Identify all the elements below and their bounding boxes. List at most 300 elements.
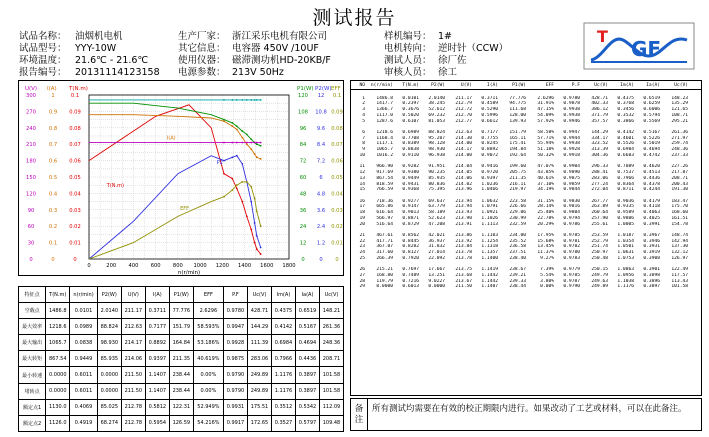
- table-cell: 211.35: [509, 175, 526, 181]
- info-row: [19, 31, 160, 43]
- table-cell: 213.75: [455, 267, 472, 273]
- table-cell: 0.9783: [563, 255, 580, 261]
- table-cell: 212.79: [455, 101, 472, 107]
- right-axis-tick: 84: [299, 142, 307, 149]
- x-axis-tick: 1200: [215, 263, 229, 269]
- table-cell: 148.21: [319, 303, 343, 319]
- table-cell: 0.0101: [402, 95, 419, 101]
- table-cell: 4: [362, 112, 365, 118]
- table-cell: 31.91%: [537, 101, 554, 107]
- table-cell: 0.6519: [295, 303, 319, 319]
- table-cell: 304.36: [591, 152, 608, 158]
- series-point: [256, 99, 258, 101]
- table-cell: 0.9449: [402, 175, 419, 181]
- right-axis-tick: 0.01: [331, 240, 343, 247]
- table-row: [19, 319, 344, 335]
- right-axis-tick: 12: [317, 93, 325, 99]
- table-cell: 1.1442: [481, 273, 498, 278]
- info-key: 生产厂家：: [178, 31, 226, 42]
- table-cell: 20.29%: [537, 221, 554, 227]
- right-axis-tick: 0: [335, 257, 339, 263]
- info-key: 报告编号：: [19, 67, 67, 78]
- left-axis-tick: 0.07: [69, 142, 81, 149]
- table-cell: 272.04: [591, 187, 608, 193]
- table-cell: 428.71: [247, 303, 271, 319]
- table-cell: 0.3897: [643, 284, 660, 290]
- series-point: [231, 156, 233, 158]
- table-cell: 313.39: [591, 147, 608, 153]
- left-axis-name: U(V): [25, 86, 38, 92]
- left-axis-tick: 0.02: [69, 224, 81, 231]
- performance-chart: [18, 80, 344, 276]
- table-cell: 0.6011: [70, 383, 98, 399]
- table-cell: 212.72: [455, 107, 472, 113]
- table-cell: 234.00: [509, 232, 526, 238]
- table-cell: 251.74: [591, 244, 608, 250]
- table-cell: 214.17: [121, 335, 145, 351]
- table-cell: 213.94: [455, 204, 472, 210]
- series-point: [231, 178, 233, 180]
- right-axis-tick: 0.1: [332, 93, 342, 99]
- series-point: [223, 120, 225, 122]
- table-cell: 11: [359, 164, 365, 170]
- table-cell: 144.29: [247, 319, 271, 335]
- table-cell: 296.33: [591, 164, 608, 170]
- table-cell: 27: [359, 273, 365, 278]
- table-cell: 126.97: [671, 255, 688, 261]
- series-point: [254, 142, 256, 144]
- table-row: [19, 367, 344, 383]
- table-cell: 122.49: [671, 267, 688, 273]
- table-cell: 1.0631: [617, 250, 634, 256]
- table-cell: 0.9780: [223, 303, 247, 319]
- table-cell: 1.0791: [481, 204, 498, 210]
- right-axis-tick: 60: [299, 175, 307, 181]
- right-axis-tick: 0.05: [331, 175, 343, 181]
- table-cell: 0.3897: [295, 383, 319, 399]
- table-cell: 227.26: [671, 164, 688, 170]
- right-axis-tick: 24: [299, 224, 307, 231]
- table-cell: 0.9380: [402, 170, 419, 176]
- table-cell: 260.64: [591, 210, 608, 216]
- table-cell: 1486.8: [376, 95, 393, 101]
- table-cell: 1.0236: [481, 181, 498, 187]
- table-cell: 0.8711: [617, 187, 634, 193]
- table-cell: 1.1183: [481, 232, 498, 238]
- table-cell: 0.3768: [617, 101, 634, 107]
- table-cell: 28: [359, 278, 365, 284]
- table-cell: 43.85%: [537, 170, 554, 176]
- series-line-eff: [89, 182, 261, 259]
- table-cell: 1.1357: [481, 250, 498, 256]
- right-axis-tick: 0.07: [331, 142, 343, 149]
- info-row: [178, 67, 331, 79]
- table-cell: 367.07: [376, 244, 393, 250]
- table-cell: 259.74: [671, 141, 688, 147]
- table-cell: 15.68%: [537, 238, 554, 244]
- left-axis-tick: 0.09: [69, 109, 81, 116]
- info-row: [19, 43, 160, 55]
- table-cell: 135.29: [671, 101, 688, 107]
- table-cell: 1.1407: [481, 284, 498, 290]
- table-cell: 219.97: [509, 187, 526, 193]
- table-cell: 95.207: [428, 135, 445, 141]
- info-key: 电机转向：: [384, 43, 432, 54]
- table-cell: 0.0000: [97, 383, 121, 399]
- table-cell: 1218.6: [46, 319, 70, 335]
- table-cell: 0.7708: [402, 135, 419, 141]
- table-cell: 0.3527: [271, 415, 295, 431]
- table-cell: 0.9816: [563, 204, 580, 210]
- table-cell: 2.6296: [537, 95, 554, 101]
- series-point: [231, 189, 233, 191]
- table-cell: 25.40%: [537, 210, 554, 216]
- left-axis-tick: 0.04: [69, 191, 81, 198]
- table-cell: 38.245: [428, 101, 445, 107]
- series-point: [223, 119, 225, 121]
- series-point: [231, 122, 233, 124]
- table-cell: 0.9878: [563, 101, 580, 107]
- table-cell: 0.5342: [295, 399, 319, 415]
- left-axis-tick: 0: [51, 257, 55, 263]
- table-cell: 249.79: [591, 273, 608, 278]
- table-cell: 148.74: [671, 232, 688, 238]
- table-cell: 0.4025: [643, 215, 660, 221]
- table-cell: 20: [359, 221, 365, 227]
- table-cell: 最大转矩: [19, 351, 46, 367]
- table-cell: 0.5954: [145, 415, 169, 431]
- table-cell: 211.50: [121, 367, 145, 383]
- table-cell: 119.79: [376, 278, 393, 284]
- table-cell: 216.11: [509, 181, 526, 187]
- left-axis-tick: 0.9: [48, 109, 58, 116]
- table-cell: 0.9917: [223, 415, 247, 431]
- table-cell: 277.24: [591, 181, 608, 187]
- series-point: [236, 125, 238, 127]
- table-cell: 13.45%: [537, 244, 554, 250]
- table-cell: 323.52: [591, 141, 608, 147]
- test-data-table: [350, 80, 702, 396]
- table-cell: 0.3456: [617, 107, 634, 113]
- table-cell: 77.776: [169, 303, 193, 319]
- table-cell: 211.17: [121, 303, 145, 319]
- table-cell: 0.9904: [563, 164, 580, 170]
- table-cell: 357.57: [591, 118, 608, 124]
- table-cell: 88.824: [97, 319, 121, 335]
- table-row: [351, 153, 701, 159]
- table-cell: 261.36: [671, 130, 688, 136]
- left-axis-tick: 180: [26, 158, 36, 165]
- right-axis-tick: 72: [299, 158, 307, 165]
- right-axis-tick: 0.06: [331, 158, 343, 165]
- right-axis-tick: 48: [299, 191, 307, 198]
- table-cell: 96.938: [428, 152, 445, 158]
- left-axis-tick: 30: [27, 240, 35, 247]
- table-cell: 205.75: [509, 170, 526, 176]
- series-point: [254, 99, 256, 101]
- note-text: 所有测试均需要在有效的校正期限内进行。如果改动了工艺或材料，可以在此备注。: [372, 404, 687, 414]
- right-axis-tick: 0.02: [331, 224, 343, 231]
- table-cell: Im(A): [620, 83, 634, 88]
- right-axis-tick: 108: [298, 109, 308, 116]
- table-cell: 261.36: [319, 319, 343, 335]
- table-cell: 0.3898: [643, 273, 660, 278]
- table-cell: 1117.0: [376, 112, 393, 118]
- table-cell: 238.40: [509, 255, 526, 261]
- table-cell: 29: [359, 284, 365, 290]
- table-cell: 1126.0: [46, 415, 70, 431]
- table-cell: 16: [359, 198, 365, 204]
- left-axis-tick: 150: [26, 175, 36, 181]
- table-cell: 1.0005: [617, 221, 634, 227]
- table-cell: 0.3919: [643, 250, 660, 256]
- table-cell: 211.17: [455, 95, 472, 101]
- right-axis-tick: 6: [319, 175, 323, 181]
- table-cell: 0.9928: [223, 335, 247, 351]
- table-cell: 0.9785: [563, 273, 580, 278]
- table-row: [351, 187, 701, 193]
- table-cell: 371.79: [591, 112, 608, 118]
- table-cell: 0.4179: [643, 198, 660, 204]
- table-cell: 0.4244: [643, 187, 660, 193]
- table-cell: 200.43: [671, 181, 688, 187]
- info-right: [384, 31, 508, 79]
- right-axis-tick: 0.09: [331, 109, 343, 116]
- table-cell: 238.44: [169, 383, 193, 399]
- table-cell: 57.92%: [537, 118, 554, 124]
- table-cell: 616.64: [376, 210, 393, 216]
- left-axis-tick: 0.5: [48, 175, 58, 181]
- table-cell: 263.89: [591, 204, 608, 210]
- table-cell: 0.9397: [145, 351, 169, 367]
- table-cell: 235.52: [509, 238, 526, 244]
- left-axis-tick: 0.1: [70, 93, 80, 99]
- series-point: [236, 99, 238, 101]
- table-cell: 122.31: [169, 399, 193, 415]
- table-cell: 31.832: [428, 244, 445, 250]
- table-cell: 249.89: [591, 284, 608, 290]
- table-cell: 最大效率: [19, 319, 46, 335]
- table-cell: 52.949%: [193, 399, 223, 415]
- table-cell: 24: [359, 250, 365, 256]
- left-axis-tick: 90: [27, 207, 35, 214]
- series-point: [231, 142, 233, 144]
- table-cell: 214.30: [455, 135, 472, 141]
- right-axis-tick: 0.08: [331, 125, 343, 132]
- table-cell: 0.6107: [402, 118, 419, 124]
- table-cell: I(A): [486, 83, 498, 88]
- table-cell: 317.60: [376, 250, 393, 256]
- series-point: [260, 253, 262, 255]
- table-cell: 0.9794: [563, 215, 580, 221]
- table-cell: 0.6011: [70, 367, 98, 383]
- table-cell: 208.71: [671, 175, 688, 181]
- curve-label: EFF: [180, 205, 190, 212]
- table-cell: 0.6612: [481, 118, 498, 124]
- table-row: [19, 335, 344, 351]
- table-cell: 0.9368: [402, 187, 419, 193]
- left-axis-tick: 0.8: [48, 125, 58, 132]
- table-cell: 214.00: [455, 141, 472, 147]
- table-cell: 0.7089: [617, 164, 634, 170]
- info-value: 20131114123158: [75, 67, 160, 78]
- series-point: [256, 142, 258, 144]
- table-cell: 467.61: [376, 232, 393, 238]
- table-cell: 69.232: [428, 112, 445, 118]
- x-axis-tick: 1400: [237, 263, 252, 269]
- table-cell: 47.208: [428, 221, 445, 227]
- table-cell: 0.4118: [643, 204, 660, 210]
- table-cell: 121.65: [671, 107, 688, 113]
- table-cell: 0.0000: [46, 367, 70, 383]
- table-cell: 58.58%: [537, 130, 554, 136]
- table-cell: 0.5167: [295, 319, 319, 335]
- table-cell: 212.78: [121, 399, 145, 415]
- series-point: [250, 229, 252, 231]
- series-point: [254, 153, 256, 155]
- table-cell: 0.9859: [563, 181, 580, 187]
- table-cell: 0.9782: [563, 244, 580, 250]
- x-axis-tick: 600: [150, 263, 161, 269]
- info-value: 徐工: [438, 67, 458, 78]
- table-cell: 0.9944: [563, 135, 580, 141]
- table-cell: 36.937: [428, 238, 445, 244]
- table-cell: 0.5569: [643, 118, 660, 124]
- table-cell: 27.014: [428, 250, 445, 256]
- table-cell: 214.00: [455, 152, 472, 158]
- table-cell: 214.06: [121, 351, 145, 367]
- table-cell: 0.8838: [402, 147, 419, 153]
- series-point: [250, 142, 252, 144]
- table-cell: 0.5996: [481, 112, 498, 118]
- info-value: YYY-10W: [75, 43, 117, 54]
- series-point: [246, 181, 248, 183]
- series-point: [260, 142, 262, 144]
- right-axis-tick: 7.2: [316, 158, 326, 165]
- table-cell: 214.17: [455, 147, 472, 153]
- series-point: [246, 133, 248, 135]
- table-cell: 1.0187: [617, 232, 634, 238]
- table-cell: 101.58: [671, 284, 688, 290]
- left-axis-tick: 60: [27, 224, 35, 231]
- table-cell: 0.7966: [617, 175, 634, 181]
- table-cell: 818.59: [376, 181, 393, 187]
- x-axis-tick: 0: [87, 263, 91, 269]
- table-cell: 0.9397: [481, 175, 498, 181]
- table-cell: 213.93: [455, 210, 472, 216]
- table-cell: 917.69: [376, 170, 393, 176]
- table-cell: 2.0140: [97, 303, 121, 319]
- table-cell: 267.77: [591, 198, 608, 204]
- table-cell: EFF: [545, 83, 554, 88]
- table-cell: 0.9844: [563, 187, 580, 193]
- table-cell: 212.63: [121, 319, 145, 335]
- table-cell: 69.637: [428, 198, 445, 204]
- table-cell: 0.9785: [563, 232, 580, 238]
- table-cell: 1.0354: [617, 238, 634, 244]
- info-key: 样机编号：: [384, 31, 432, 42]
- table-cell: 566.97: [376, 215, 393, 221]
- table-cell: 1287.6: [376, 118, 393, 124]
- table-cell: 229.06: [509, 210, 526, 216]
- table-cell: 52.612: [428, 107, 445, 113]
- table-row: [19, 351, 344, 367]
- table-cell: 288.41: [591, 170, 608, 176]
- info-value: 电容器 450V /10UF: [232, 43, 319, 54]
- right-axis-tick: 3.6: [316, 207, 326, 214]
- left-axis-tick: 0: [73, 257, 77, 263]
- table-cell: 0.8282: [402, 244, 419, 250]
- table-cell: 1.1176: [617, 284, 634, 290]
- table-cell: 0.4513: [643, 170, 660, 176]
- table-cell: 148.23: [671, 95, 688, 101]
- info-row: [178, 43, 331, 55]
- left-axis-tick: 0.2: [48, 224, 58, 231]
- table-cell: 40.61%: [537, 175, 554, 181]
- table-cell: 283.06: [247, 351, 271, 367]
- table-cell: 212.63: [455, 130, 472, 136]
- table-cell: 0.9938: [563, 112, 580, 118]
- table-cell: I(A): [145, 287, 169, 303]
- table-cell: 特征点: [19, 287, 46, 303]
- table-cell: 214.02: [455, 181, 472, 187]
- table-cell: 空载点: [19, 303, 46, 319]
- table-cell: 0.8729: [402, 221, 419, 227]
- series-point: [260, 158, 262, 160]
- table-cell: 213.84: [455, 244, 472, 250]
- table-cell: 81.053: [428, 118, 445, 124]
- table-cell: 98.930: [428, 147, 445, 153]
- table-cell: 168.60: [671, 210, 688, 216]
- series-line-t(n.m): [89, 105, 261, 254]
- table-cell: 0.0000: [46, 383, 70, 399]
- right-axis-tick: 4.8: [316, 191, 326, 198]
- table-cell: 0.5526: [617, 141, 634, 147]
- table-cell: 98.128: [428, 141, 445, 147]
- table-cell: 192.64: [509, 152, 526, 158]
- table-cell: 250.97: [591, 250, 608, 256]
- table-cell: 22.092: [428, 255, 445, 261]
- table-cell: 0.9938: [563, 107, 580, 113]
- table-cell: 0.3711: [145, 303, 169, 319]
- table-cell: 1.1400: [481, 255, 498, 261]
- right-axis-tick: 12: [299, 240, 307, 247]
- table-cell: 0.2397: [402, 101, 419, 107]
- table-cell: 0.9779: [563, 267, 580, 273]
- table-cell: 0.4694: [295, 335, 319, 351]
- table-cell: 191.30: [671, 187, 688, 193]
- table-cell: 239.33: [509, 278, 526, 284]
- table-cell: 1.1026: [481, 215, 498, 221]
- series-point: [241, 142, 243, 144]
- table-cell: 1.1038: [617, 278, 634, 284]
- table-cell: 0.9875: [563, 175, 580, 181]
- table-cell: 1417.7: [376, 101, 393, 107]
- table-cell: 0.9786: [563, 221, 580, 227]
- table-cell: 211.50: [121, 383, 145, 399]
- table-cell: 0.3897: [295, 367, 319, 383]
- table-cell: 7.39%: [540, 267, 554, 273]
- left-axis-tick: 0.6: [48, 158, 58, 165]
- table-cell: 0.5794: [643, 112, 660, 118]
- table-cell: 0.7537: [617, 170, 634, 176]
- table-cell: 额定点1: [19, 399, 46, 415]
- table-cell: Uc(V): [319, 287, 343, 303]
- left-axis-tick: 0.08: [69, 125, 81, 132]
- table-cell: 0.9830: [563, 198, 580, 204]
- table-cell: 12: [359, 170, 365, 176]
- series-point: [260, 145, 262, 147]
